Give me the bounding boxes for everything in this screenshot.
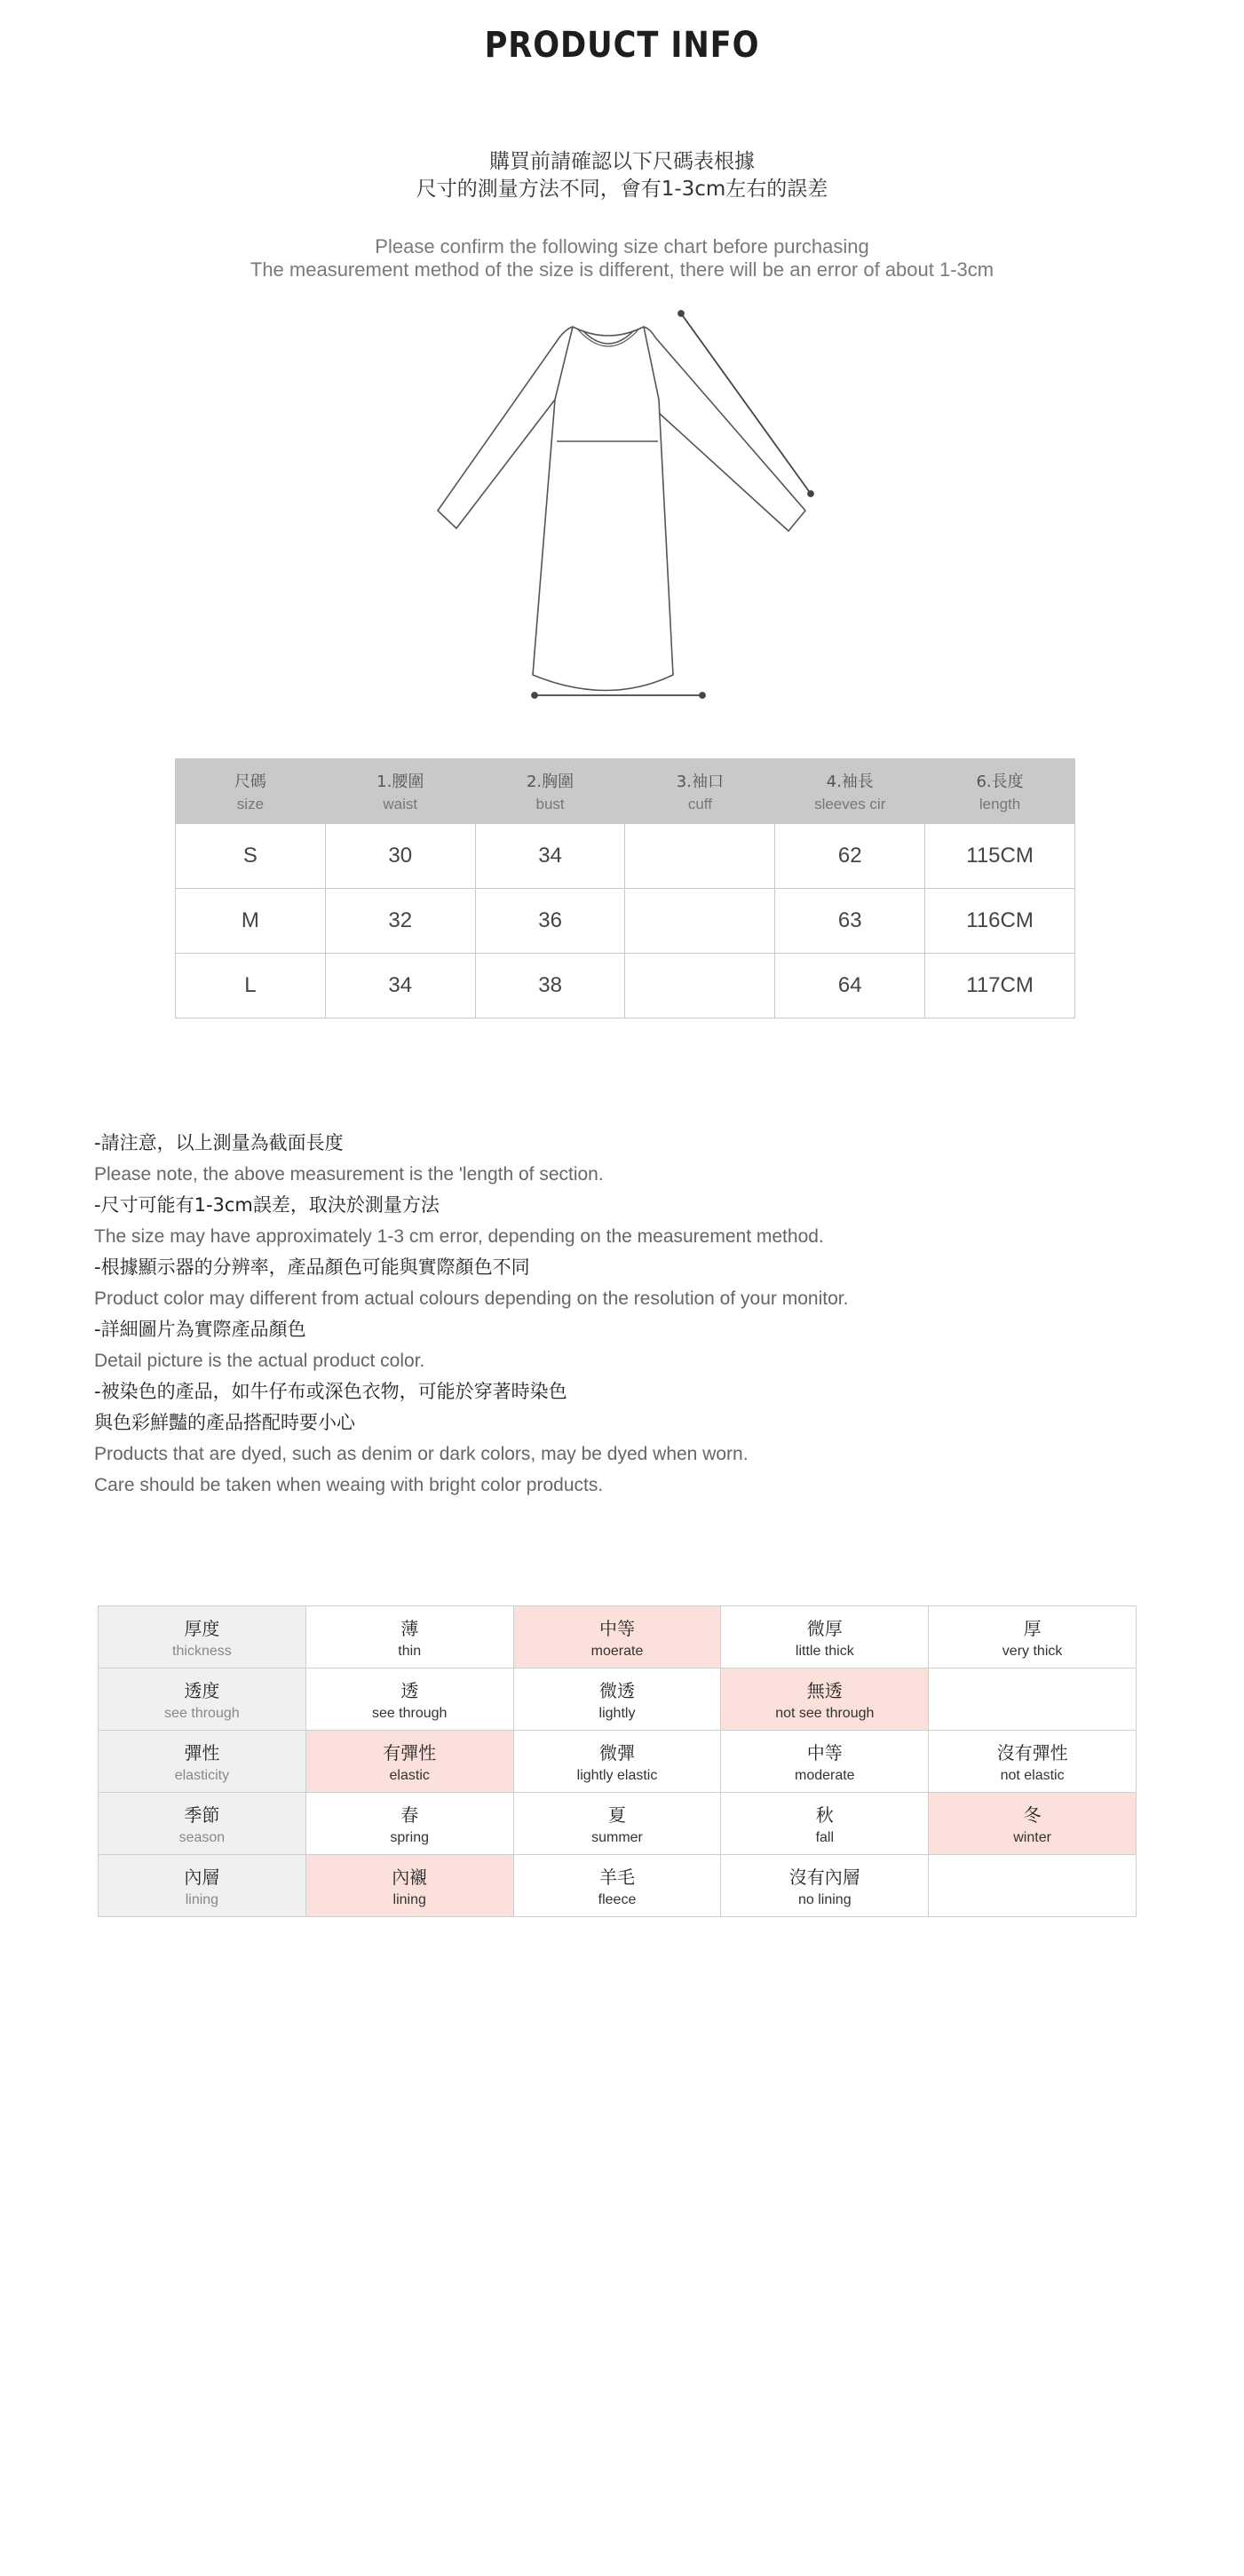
cuff-cell xyxy=(625,954,775,1019)
size-table xyxy=(175,758,1075,1019)
size-header-bust: 2.胸圍 bust xyxy=(475,759,625,824)
sleeve-length-line xyxy=(678,311,813,496)
note-line: Products that are dyed, such as denim or dark colors, may be dyed when worn. xyxy=(94,1444,749,1464)
attribute-zh: 春 xyxy=(400,1804,419,1826)
note-line: -請注意，以上測量為截面長度 xyxy=(94,1132,344,1153)
attribute-row xyxy=(99,1668,1137,1731)
attribute-en: no lining xyxy=(797,1892,852,1907)
cuff-cell xyxy=(625,889,775,954)
note-line: -尺寸可能有1-3cm誤差，取決於測量方法 xyxy=(94,1194,440,1216)
attribute-en: see through xyxy=(164,1706,240,1721)
attribute-option-selected xyxy=(305,1731,513,1793)
intro-en-line-2: The measurement method of the size is different, there will be an error of about 1-3cm xyxy=(250,258,994,281)
attribute-zh: 內襯 xyxy=(392,1867,428,1888)
note-line: Detail picture is the actual product color. xyxy=(94,1351,425,1371)
attribute-option xyxy=(721,1793,929,1855)
attribute-option xyxy=(721,1606,929,1668)
length-cell: 117CM xyxy=(925,954,1075,1019)
waist-cell: 34 xyxy=(325,954,475,1019)
attribute-en: not elastic xyxy=(1000,1768,1065,1783)
attribute-en: lining xyxy=(185,1892,219,1907)
attribute-zh: 秋 xyxy=(815,1804,834,1826)
waist-cell: 32 xyxy=(325,889,475,954)
attribute-zh: 薄 xyxy=(400,1618,419,1639)
table-row xyxy=(176,824,1075,889)
dress-outline xyxy=(533,327,673,691)
note-line: The size may have approximately 1-3 cm error, depending on the measurement method. xyxy=(94,1226,824,1247)
attribute-en: fleece xyxy=(598,1892,637,1907)
intro-zh-line-2: 尺寸的測量方法不同，會有1-3cm左右的誤差 xyxy=(416,178,828,201)
attribute-row xyxy=(99,1731,1137,1793)
attribute-en: summer xyxy=(591,1830,643,1845)
attribute-zh: 微透 xyxy=(598,1680,635,1701)
sleeves-cell: 64 xyxy=(775,954,925,1019)
attribute-en: fall xyxy=(815,1830,835,1845)
note-line: Product color may different from actual colours depending on the resolution of your monitor. xyxy=(94,1288,849,1309)
attribute-zh: 微彈 xyxy=(598,1742,635,1764)
size-header-sleeves: 4.袖長 sleeves cir xyxy=(775,759,925,824)
size-header-length: 6.長度 length xyxy=(925,759,1075,824)
length-cell: 115CM xyxy=(925,824,1075,889)
attribute-zh: 透 xyxy=(400,1680,419,1701)
hem-width-line xyxy=(532,693,705,698)
note-line: Please note, the above measurement is the 'length of section. xyxy=(94,1164,604,1185)
attribute-zh: 透度 xyxy=(184,1680,220,1701)
attribute-en: little thick xyxy=(795,1644,854,1659)
attribute-en: see through xyxy=(371,1706,448,1721)
neckline xyxy=(582,330,634,344)
attribute-zh: 中等 xyxy=(598,1618,635,1639)
note-line: -根據顯示器的分辨率，產品顏色可能與實際顏色不同 xyxy=(94,1256,530,1278)
attribute-en: elasticity xyxy=(174,1768,230,1783)
attribute-option-selected xyxy=(721,1668,929,1731)
intro-zh-line-1: 購買前請確認以下尺碼表根據 xyxy=(489,150,755,173)
intro-en-line-1: Please confirm the following size chart before purchasing xyxy=(375,235,869,258)
fabric-attribute-table xyxy=(98,1605,1137,1917)
attribute-en: lining xyxy=(392,1892,426,1907)
attribute-zh: 沒有內層 xyxy=(788,1867,860,1888)
attribute-zh: 厚度 xyxy=(184,1618,220,1639)
length-cell: 116CM xyxy=(925,889,1075,954)
attribute-option xyxy=(305,1793,513,1855)
attribute-zh: 中等 xyxy=(806,1742,843,1764)
bust-cell: 38 xyxy=(475,954,625,1019)
size-header-cuff: 3.袖口 cuff xyxy=(625,759,775,824)
attribute-en: spring xyxy=(390,1830,429,1845)
attribute-en: moderate xyxy=(794,1768,855,1783)
waist-cell: 30 xyxy=(325,824,475,889)
attribute-option-selected xyxy=(513,1606,721,1668)
attribute-zh: 彈性 xyxy=(184,1742,220,1764)
attribute-zh: 夏 xyxy=(607,1804,626,1826)
attribute-label-cell xyxy=(99,1668,306,1731)
table-row xyxy=(176,954,1075,1019)
size-cell: M xyxy=(176,889,326,954)
sleeves-cell: 63 xyxy=(775,889,925,954)
note-line: 與色彩鮮豔的產品搭配時要小心 xyxy=(94,1412,355,1433)
size-cell: S xyxy=(176,824,326,889)
size-cell: L xyxy=(176,954,326,1019)
attribute-label-cell xyxy=(99,1793,306,1855)
attribute-zh: 內層 xyxy=(184,1867,220,1888)
attribute-en: thin xyxy=(398,1644,422,1659)
attribute-option-selected xyxy=(305,1855,513,1917)
table-row xyxy=(176,889,1075,954)
attribute-option xyxy=(513,1668,721,1731)
size-table-header-row xyxy=(176,759,1075,824)
size-header-waist: 1.腰圍 waist xyxy=(325,759,475,824)
attribute-label-cell xyxy=(99,1855,306,1917)
attribute-en: lightly elastic xyxy=(576,1768,658,1783)
attribute-option xyxy=(929,1668,1137,1731)
note-line: -詳細圖片為實際產品顏色 xyxy=(94,1319,306,1340)
attribute-option xyxy=(513,1855,721,1917)
attribute-row xyxy=(99,1855,1137,1917)
attribute-option xyxy=(513,1731,721,1793)
dress-diagram xyxy=(426,302,835,710)
attribute-en: moerate xyxy=(590,1644,644,1659)
attribute-option xyxy=(929,1731,1137,1793)
attribute-row xyxy=(99,1793,1137,1855)
attribute-option xyxy=(513,1793,721,1855)
attribute-zh: 季節 xyxy=(184,1804,220,1826)
attribute-en: winter xyxy=(1013,1830,1051,1845)
attribute-zh: 無透 xyxy=(806,1680,843,1701)
attribute-en: very thick xyxy=(1002,1644,1063,1659)
attribute-zh: 冬 xyxy=(1023,1804,1042,1826)
attribute-en: season xyxy=(178,1830,226,1845)
attribute-en: elastic xyxy=(389,1768,430,1783)
attribute-zh: 有彈性 xyxy=(383,1742,437,1764)
attribute-row xyxy=(99,1606,1137,1668)
bust-cell: 36 xyxy=(475,889,625,954)
sleeves-cell: 62 xyxy=(775,824,925,889)
attribute-zh: 微厚 xyxy=(806,1618,843,1639)
attribute-option xyxy=(305,1668,513,1731)
attribute-label-cell xyxy=(99,1731,306,1793)
attribute-label-cell xyxy=(99,1606,306,1668)
size-header-size: 尺碼 size xyxy=(176,759,326,824)
attribute-zh: 羊毛 xyxy=(598,1867,635,1888)
care-notes xyxy=(94,1128,1160,1501)
attribute-option xyxy=(929,1855,1137,1917)
attribute-option xyxy=(305,1606,513,1668)
page-title: PRODUCT INFO xyxy=(484,25,760,66)
attribute-zh: 厚 xyxy=(1023,1618,1042,1639)
bust-cell: 34 xyxy=(475,824,625,889)
attribute-en: not see through xyxy=(775,1706,875,1721)
attribute-option xyxy=(721,1731,929,1793)
attribute-en: lightly xyxy=(598,1706,636,1721)
right-sleeve xyxy=(644,327,805,531)
attribute-option-selected xyxy=(929,1793,1137,1855)
note-line: Care should be taken when weaing with bright color products. xyxy=(94,1475,604,1495)
attribute-en: thickness xyxy=(172,1644,232,1659)
attribute-zh: 沒有彈性 xyxy=(996,1742,1068,1764)
attribute-option xyxy=(929,1606,1137,1668)
note-line: -被染色的產品，如牛仔布或深色衣物，可能於穿著時染色 xyxy=(94,1381,567,1402)
cuff-cell xyxy=(625,824,775,889)
attribute-option xyxy=(721,1855,929,1917)
